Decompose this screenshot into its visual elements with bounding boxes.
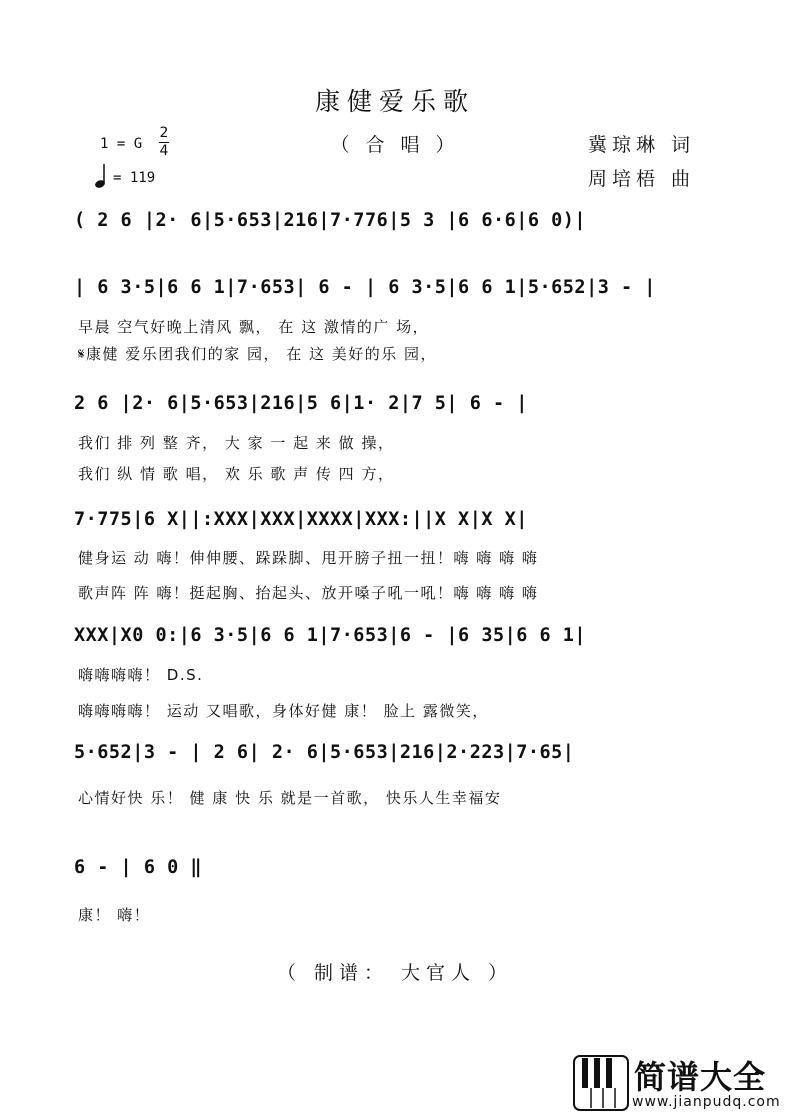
score-line-7: 6 - | 6 0 ‖ bbox=[74, 857, 203, 878]
song-title: 康健爱乐歌 bbox=[314, 87, 475, 116]
watermark-logo bbox=[572, 1050, 784, 1114]
lyric-line-2-verse-1: 我们 排 列 整 齐， 大 家 一 起 来 做 操， bbox=[78, 434, 395, 452]
key-signature: 1 = G bbox=[100, 136, 143, 152]
score-line-4: 7·775|6 X||:XXX|XXX|XXXX|XXX:||X X|X X| bbox=[74, 509, 528, 530]
score-line-2: | 6 3·5|6 6 1|7·653| 6 - | 6 3·5|6 6 1|5·652|3 - | bbox=[74, 277, 656, 298]
time-signature-top: 2 bbox=[159, 125, 169, 141]
score-line-1: ( 2 6 |2· 6|5·653|216|7·776|5 3 |6 6·6|6 0)| bbox=[74, 210, 587, 231]
lyric-line-6: 康！ 嗨！ bbox=[78, 906, 151, 924]
song-subtitle: （ 合 唱 ） bbox=[330, 134, 460, 156]
lyric-line-2-verse-2: 我们 纵 情 歌 唱， 欢 乐 歌 声 传 四 方， bbox=[78, 465, 395, 483]
time-signature bbox=[157, 126, 171, 159]
piano-keys-icon bbox=[572, 1054, 630, 1112]
score-line-5: XXX|X0 0:|6 3·5|6 6 1|7·653|6 - |6 35|6 6 1| bbox=[74, 625, 587, 646]
composer-credit: 周培梧 曲 bbox=[588, 168, 696, 190]
tempo-marking: = 119 bbox=[113, 170, 156, 186]
lyric-line-1-verse-2: 𝄋康健 爱乐团我们的家 园， 在 这 美好的乐 园， bbox=[78, 345, 438, 363]
lyric-line-5: 心情好快 乐！ 健 康 快 乐 就是一首歌， 快乐人生幸福安 bbox=[78, 789, 502, 807]
quarter-note-icon bbox=[94, 163, 108, 189]
lyricist-credit: 冀琼琳 词 bbox=[588, 134, 696, 156]
lyric-line-1-verse-1: 早晨 空气好晚上清风 飘， 在 这 激情的广 场， bbox=[78, 318, 430, 336]
lyric-line-4-verse-1: 嗨嗨嗨嗨！ D.S. bbox=[78, 666, 204, 684]
watermark-name: 简谱大全 bbox=[634, 1058, 767, 1096]
score-line-6: 5·652|3 - | 2 6| 2· 6|5·653|216|2·223|7·65| bbox=[74, 742, 575, 763]
lyric-line-3-verse-1: 健身运 动 嗨！伸伸腰、跺跺脚、甩开膀子扭一扭！嗨 嗨 嗨 嗨 bbox=[78, 549, 539, 567]
lyric-line-3-verse-2: 歌声阵 阵 嗨！挺起胸、抬起头、放开嗓子吼一吼！嗨 嗨 嗨 嗨 bbox=[78, 584, 539, 602]
watermark-url: www.jianpudq.com bbox=[632, 1094, 781, 1110]
lyric-line-4-verse-2: 嗨嗨嗨嗨！ 运动 又唱歌，身体好健 康！ 脸上 露微笑， bbox=[78, 702, 489, 720]
score-line-3: 2 6 |2· 6|5·653|216|5 6|1· 2|7 5| 6 - | bbox=[74, 393, 528, 414]
time-signature-bottom: 4 bbox=[159, 143, 169, 159]
transcriber-credit: （ 制谱： 大官人 ） bbox=[276, 962, 514, 984]
